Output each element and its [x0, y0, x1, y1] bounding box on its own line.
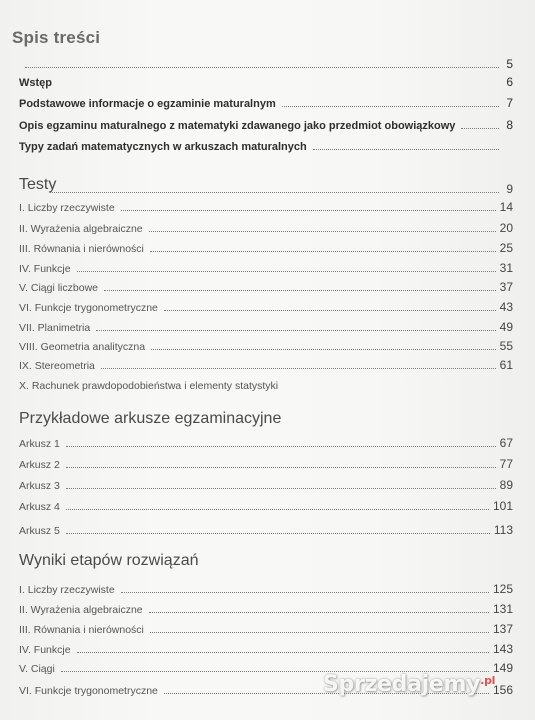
toc-entry-label: I. Liczby rzeczywiste [19, 202, 115, 214]
toc-entry [19, 318, 513, 334]
toc-entry [19, 455, 513, 471]
toc-page-number: 37 [499, 280, 513, 294]
toc-entry-label: II. Wyrażenia algebraiczne [19, 604, 143, 616]
toc-entry-label: Arkusz 1 [19, 438, 60, 450]
toc-entry-label: IX. Stereometria [19, 360, 95, 372]
dot-leader [150, 251, 496, 252]
dot-leader [66, 509, 489, 510]
dot-leader [101, 368, 496, 369]
toc-entry [19, 620, 513, 636]
toc-page-number: 137 [492, 622, 513, 636]
toc-entry [19, 497, 513, 513]
toc-entry [19, 259, 513, 275]
toc-page-number: 49 [499, 320, 513, 334]
dot-leader [25, 67, 499, 68]
watermark [323, 672, 495, 697]
dot-leader [282, 106, 499, 107]
dot-leader [96, 330, 495, 331]
toc-page-number: 7 [506, 96, 513, 110]
dot-leader [104, 290, 496, 291]
toc-page-number: 113 [493, 523, 513, 537]
toc-entry-typy-zadan [19, 137, 513, 153]
toc-page-number: 14 [499, 200, 513, 214]
toc-page-number: 131 [492, 602, 513, 616]
toc-page-number: 31 [499, 261, 513, 275]
toc-page-number: 8 [506, 118, 513, 132]
toc-entry-testy-page [19, 180, 513, 196]
dot-leader [151, 349, 496, 350]
toc-entry-label: V. Ciągi [19, 663, 55, 675]
toc-entry [19, 356, 513, 372]
toc-entry [19, 640, 513, 656]
toc-entry-label: VII. Planimetria [19, 322, 91, 334]
toc-entry [19, 337, 513, 353]
toc-page-number: 5 [506, 57, 513, 71]
toc-entry [19, 521, 513, 537]
toc-entry-label: Podstawowe informacje o egzaminie maturalnym [19, 98, 276, 110]
toc-entry-podstawowe-informacje [19, 94, 513, 110]
toc-entry-label: Wstęp [19, 77, 52, 89]
toc-entry [19, 376, 513, 392]
toc-entry-label: VI. Funkcje trygonometryczne [19, 302, 158, 314]
toc-page-number: 125 [492, 582, 513, 596]
toc-page-number: 143 [492, 642, 513, 656]
toc-entry-label: Arkusz 5 [19, 525, 60, 537]
dot-leader [66, 533, 490, 534]
toc-page-number: 20 [499, 221, 513, 235]
toc-entry-opis-egzaminu [19, 116, 513, 132]
toc-entry-label: Arkusz 3 [19, 480, 60, 492]
toc-page-number: 77 [499, 457, 513, 471]
section-heading-arkusze: Przykładowe arkusze egzaminacyjne [19, 410, 282, 427]
toc-entry-wstep [19, 73, 513, 89]
dot-leader [461, 128, 499, 129]
toc-entry-label: Opis egzaminu maturalnego z matematyki zdawanego jako przedmiot obowiązkowy [19, 120, 456, 132]
toc-entry-label: III. Równania i nierówności [19, 243, 144, 255]
toc-page-number: 25 [499, 241, 513, 255]
toc-entry-label: IV. Funkcje [19, 263, 71, 275]
toc-page-number: 89 [499, 478, 513, 492]
toc-page-number: 101 [492, 499, 513, 513]
page-title: Spis treści [12, 28, 101, 47]
watermark-text: Sprzedajemy [323, 672, 481, 697]
toc-entry-label: IV. Funkcje [19, 644, 71, 656]
toc-entry [19, 434, 513, 450]
dot-leader [77, 271, 496, 272]
watermark-suffix: .pl [480, 674, 496, 687]
dot-leader [313, 149, 499, 150]
toc-entry [19, 600, 513, 616]
toc-entry-label: VIII. Geometria analityczna [19, 341, 146, 353]
dot-leader [66, 467, 496, 468]
toc-entry [19, 298, 513, 314]
dot-leader [164, 310, 496, 311]
toc-entry-label: Arkusz 4 [19, 501, 60, 513]
section-heading-wyniki: Wyniki etapów rozwiązań [19, 552, 199, 569]
toc-entry-label: II. Wyrażenia algebraiczne [19, 223, 143, 235]
toc-entry-label: Arkusz 2 [19, 459, 60, 471]
toc-page-number: 6 [506, 75, 513, 89]
toc-entry-label: V. Ciągi liczbowe [19, 282, 98, 294]
toc-entry [19, 580, 513, 596]
toc-page-number: 156 [492, 683, 513, 697]
dot-leader [149, 612, 489, 613]
toc-entry [19, 239, 513, 255]
toc-entry [19, 198, 513, 214]
toc-entry-label: I. Liczby rzeczywiste [19, 584, 115, 596]
dot-leader [121, 592, 489, 593]
toc-entry-page-number-only [19, 55, 513, 71]
toc-page-number: 67 [499, 436, 513, 450]
dot-leader [121, 210, 496, 211]
toc-entry [19, 476, 513, 492]
toc-page-number: 55 [499, 339, 513, 353]
toc-entry [19, 219, 513, 235]
dot-leader [66, 488, 496, 489]
section-heading-testy: Testy [19, 176, 57, 193]
dot-leader [50, 192, 499, 193]
dot-leader [149, 231, 496, 232]
toc-entry-label: X. Rachunek prawdopodobieństwa i elementy statystyki [19, 380, 279, 392]
dot-leader [77, 652, 489, 653]
dot-leader [66, 446, 496, 447]
toc-entry-label: Typy zadań matematycznych w arkuszach maturalnych [19, 141, 307, 153]
toc-page-number: 9 [506, 182, 513, 196]
toc-entry [19, 278, 513, 294]
dot-leader [150, 632, 489, 633]
toc-page-number: 61 [499, 358, 513, 372]
toc-entry-label: III. Równania i nierówności [19, 624, 144, 636]
toc-page-number: 149 [492, 661, 513, 675]
toc-entry-label: VI. Funkcje trygonometryczne [19, 685, 158, 697]
toc-page-number: 43 [499, 300, 513, 314]
